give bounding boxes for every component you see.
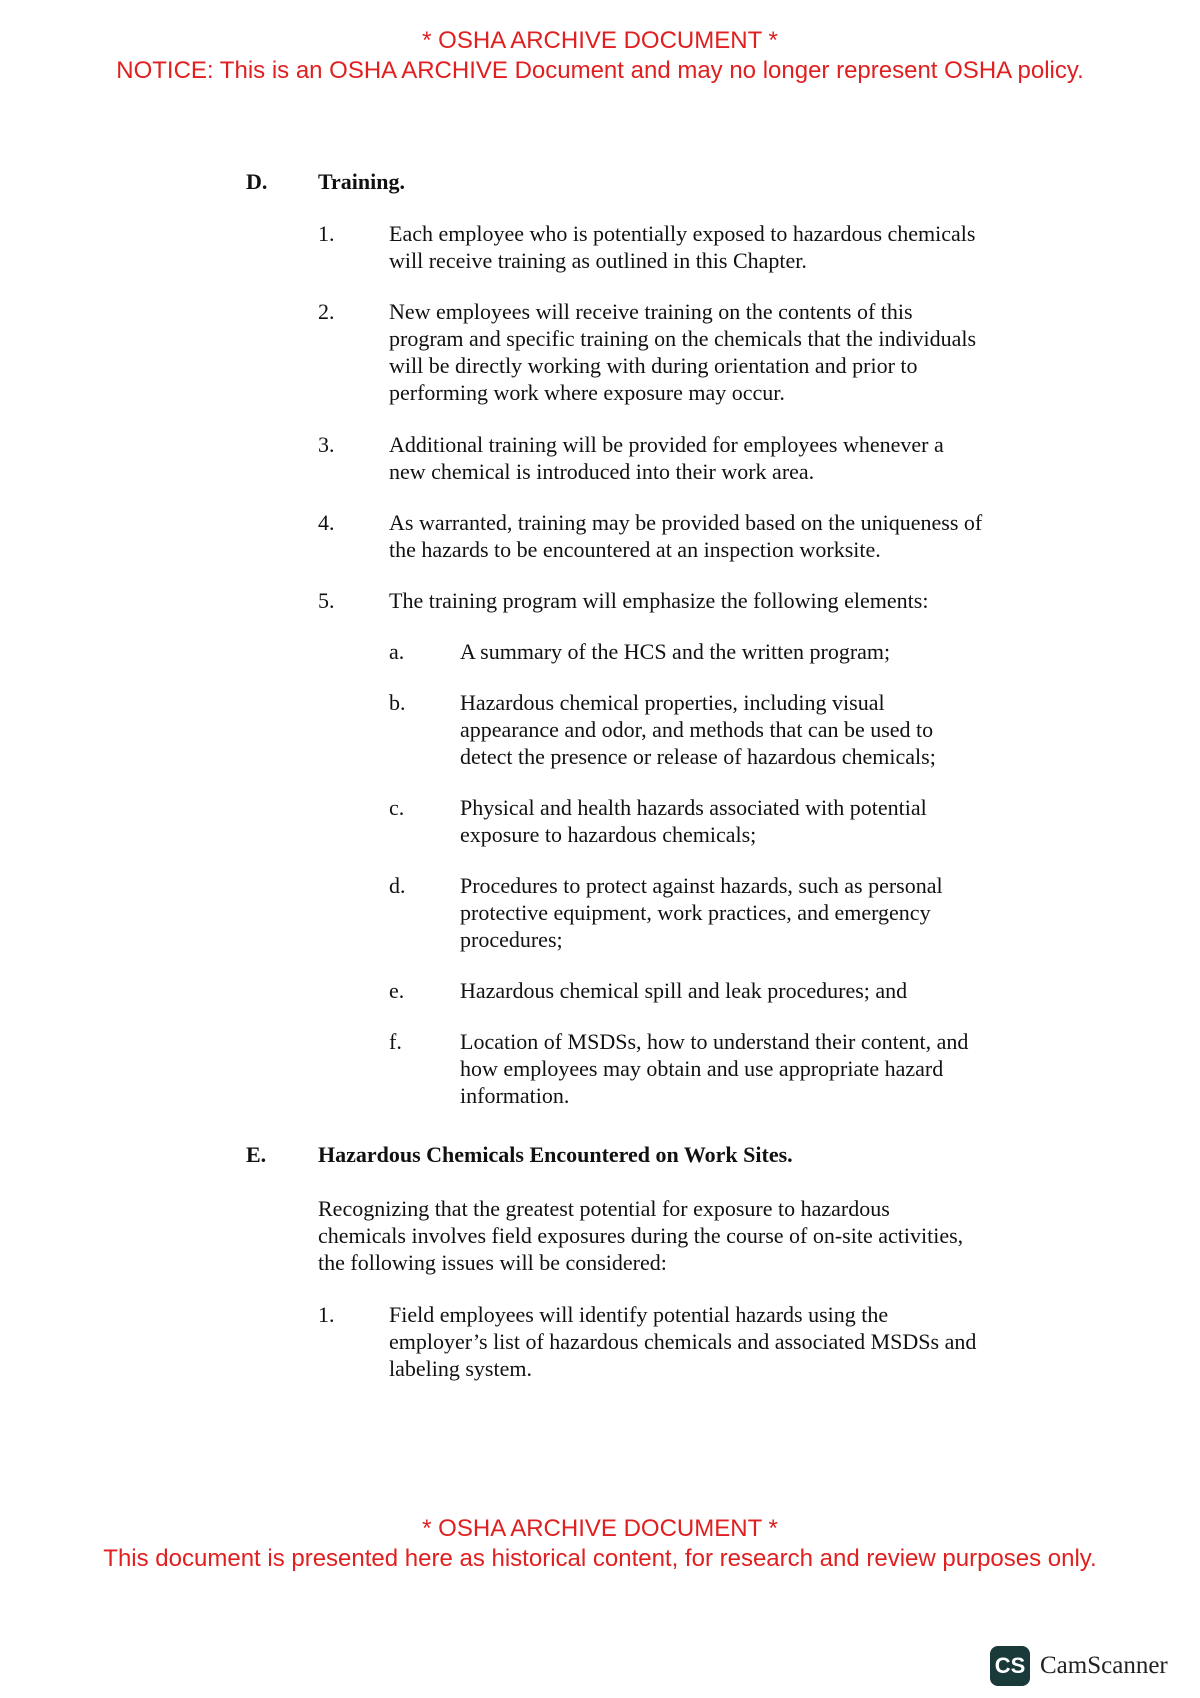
subitem-letter: d.	[389, 873, 406, 898]
subitem-text	[460, 689, 1040, 770]
camscanner-logo-icon: CS	[990, 1646, 1030, 1686]
text-line: New employees will receive training on the contents of this	[389, 299, 913, 324]
text-line: procedures;	[460, 927, 563, 952]
text-line: information.	[460, 1083, 570, 1108]
archive-notice-footer	[0, 1514, 1200, 1574]
text-line: appearance and odor, and methods that can be used to	[460, 717, 934, 742]
section-d-letter: D.	[246, 169, 268, 194]
section-d-title: Training.	[318, 169, 406, 194]
text-line: employer’s list of hazardous chemicals and associated MSDSs and	[389, 1329, 977, 1354]
item-number: 5.	[318, 588, 335, 613]
archive-notice-title: * OSHA ARCHIVE DOCUMENT *	[422, 27, 778, 54]
item-text	[389, 431, 1039, 485]
text-line: the following issues will be considered:	[318, 1250, 667, 1275]
subitem-text	[460, 794, 1040, 848]
item-text	[389, 509, 1039, 563]
item-number: 3.	[318, 432, 335, 457]
text-line: performing work where exposure may occur.	[389, 380, 785, 405]
subitem-text	[460, 1028, 1040, 1109]
text-line: The training program will emphasize the following elements:	[389, 588, 929, 613]
item-number: 1.	[318, 221, 335, 246]
text-line: will be directly working with during orientation and prior to	[389, 353, 918, 378]
section-e-title: Hazardous Chemicals Encountered on Work Sites.	[318, 1142, 793, 1167]
text-line: detect the presence or release of hazardous chemicals;	[460, 744, 936, 769]
text-line: Procedures to protect against hazards, such as personal	[460, 873, 943, 898]
text-line: Field employees will identify potential hazards using the	[389, 1302, 889, 1327]
item-number: 4.	[318, 510, 335, 535]
subitem-letter: f.	[389, 1029, 402, 1054]
text-line: Location of MSDSs, how to understand their content, and	[460, 1029, 969, 1054]
archive-notice-text: NOTICE: This is an OSHA ARCHIVE Document and may no longer represent OSHA policy.	[116, 57, 1084, 84]
subitem-text	[460, 872, 1040, 953]
subitem-letter: e.	[389, 978, 405, 1003]
text-line: A summary of the HCS and the written program;	[460, 639, 891, 664]
item-text	[389, 1301, 1039, 1382]
text-line: Hazardous chemical spill and leak procedures; and	[460, 978, 908, 1003]
text-line: new chemical is introduced into their work area.	[389, 459, 815, 484]
subitem-text	[460, 977, 1040, 1004]
text-line: the hazards to be encountered at an inspection worksite.	[389, 537, 881, 562]
subitem-letter: b.	[389, 690, 406, 715]
text-line: Additional training will be provided for employees whenever a	[389, 432, 944, 457]
text-line: Hazardous chemical properties, including visual	[460, 690, 885, 715]
text-line: chemicals involves field exposures during the course of on-site activities,	[318, 1223, 964, 1248]
text-line: will receive training as outlined in this Chapter.	[389, 248, 807, 273]
text-line: Recognizing that the greatest potential for exposure to hazardous	[318, 1196, 890, 1221]
section-e-intro	[318, 1195, 1038, 1276]
text-line: Physical and health hazards associated with potential	[460, 795, 927, 820]
text-line: labeling system.	[389, 1356, 532, 1381]
text-line: program and specific training on the chemicals that the individuals	[389, 326, 977, 351]
text-line: protective equipment, work practices, and emergency	[460, 900, 931, 925]
section-e-letter: E.	[246, 1142, 267, 1167]
item-number: 1.	[318, 1302, 335, 1327]
item-text	[389, 298, 1039, 406]
item-number: 2.	[318, 299, 335, 324]
text-line: exposure to hazardous chemicals;	[460, 822, 757, 847]
item-text	[389, 587, 1039, 614]
archive-notice-title: * OSHA ARCHIVE DOCUMENT *	[422, 1515, 778, 1542]
subitem-text	[460, 638, 1040, 665]
subitem-letter: a.	[389, 639, 405, 664]
text-line: how employees may obtain and use appropriate hazard	[460, 1056, 944, 1081]
subitem-letter: c.	[389, 795, 405, 820]
text-line: As warranted, training may be provided based on the uniqueness of	[389, 510, 983, 535]
archive-notice-text: This document is presented here as historical content, for research and review purposes only.	[103, 1545, 1097, 1572]
camscanner-brand: CamScanner	[1040, 1652, 1168, 1679]
text-line: Each employee who is potentially exposed to hazardous chemicals	[389, 221, 976, 246]
item-text	[389, 220, 1039, 274]
archive-notice-header	[0, 26, 1200, 86]
